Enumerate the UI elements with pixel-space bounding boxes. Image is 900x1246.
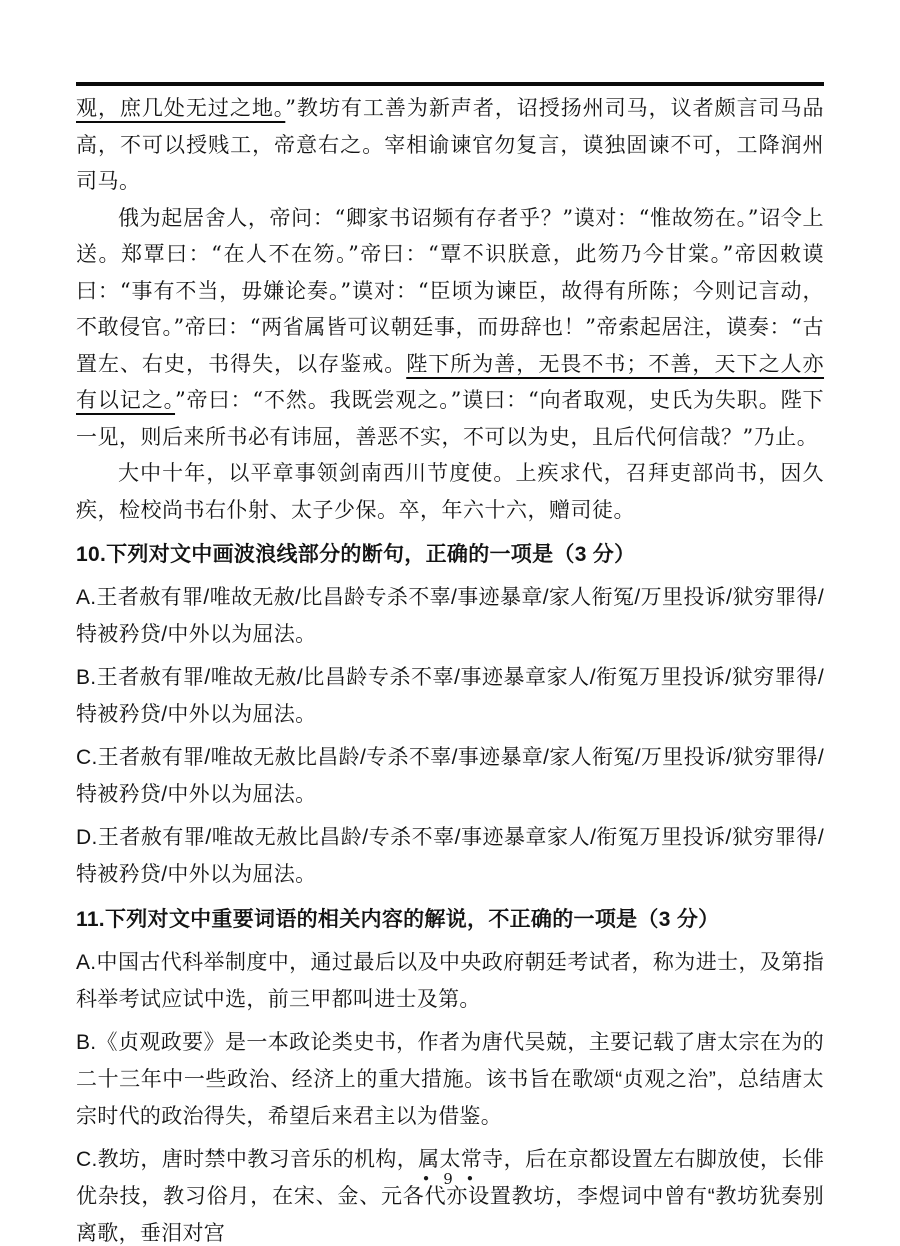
passage-text: ”教坊有工善为新声者，诏授扬州司马，议者颇言司马品高，不可以授贱工，帝意右之。宰相谕谏官勿复言，谟独固谏不可，工降润州司马。	[76, 96, 825, 193]
question-11-stem	[76, 901, 824, 938]
option-label-b: B.	[76, 666, 97, 689]
classical-passage	[76, 90, 824, 528]
option-label-d: D.	[76, 826, 98, 849]
option-label-a: A.	[76, 951, 97, 974]
option-label-c: C.	[76, 746, 98, 769]
page-top-rule	[76, 82, 824, 86]
question-10-option-a	[76, 579, 824, 653]
passage-text: 大中十年，以平章事领剑南西川节度使。上疾求代，召拜吏部尚书，因久疾，检校尚书右仆射、太子少保。卒，年六十六，赠司徒。	[76, 461, 824, 522]
option-label-a: A.	[76, 586, 97, 609]
question-11-stem-text: 下列对文中重要词语的相关内容的解说，不正确的一项是（3 分）	[104, 908, 720, 931]
question-10-option-b	[76, 659, 824, 733]
question-10-stem	[76, 536, 824, 573]
passage-paragraph-1	[76, 90, 824, 200]
passage-paragraph-2	[76, 200, 824, 456]
question-10-number: 10.	[76, 543, 107, 566]
option-text-d: 王者赦有罪/唯故无赦比昌龄/专杀不辜/事迹暴章家人/衔冤万里投诉/狱穷罪得/特被矜贷/中外以为屈法。	[76, 826, 824, 886]
option-text-a: 王者赦有罪/唯故无赦/比昌龄专杀不辜/事迹暴章/家人衔冤/万里投诉/狱穷罪得/特被矜贷/中外以为屈法。	[76, 586, 824, 646]
passage-text: ”帝曰：“不然。我既尝观之。”谟曰：“向者取观，史氏为失职。陛下一见，则后来所书必有讳屈，善恶不实，不可以为史，且后代何信哉？”乃止。	[76, 388, 824, 449]
option-text-a: 中国古代科举制度中，通过最后以及中央政府朝廷考试者，称为进士，及第指科举考试应试中选，前三甲都叫进士及第。	[76, 951, 824, 1011]
underlined-passage-text: 观，庶几处无过之地。	[76, 96, 286, 120]
question-11-option-a	[76, 944, 824, 1018]
option-text-b: 王者赦有罪/唯故无赦/比昌龄专杀不辜/事迹暴章家人/衔冤万里投诉/狱穷罪得/特被矜贷/中外以为屈法。	[76, 666, 824, 726]
question-11-option-c	[76, 1141, 824, 1246]
option-text-c: 王者赦有罪/唯故无赦比昌龄/专杀不辜/事迹暴章/家人衔冤/万里投诉/狱穷罪得/特被矜贷/中外以为屈法。	[76, 746, 824, 806]
option-label-b: B.	[76, 1031, 97, 1054]
passage-paragraph-3	[76, 455, 824, 528]
option-label-c: C.	[76, 1148, 98, 1171]
underlined-passage-text: 陛下所为善，无畏不书；不善，天下之人亦有以记之。	[76, 351, 825, 412]
questions-section	[76, 536, 824, 1246]
option-text-c: 教坊，唐时禁中教习音乐的机构，属太常寺，后在京都设置左右脚放使，长俳优杂技，教习俗月，在宋、金、元各代亦设置教坊，李煜词中曾有“教坊犹奏别离歌，垂泪对宫	[76, 1148, 824, 1245]
question-10-stem-text: 下列对文中画波浪线部分的断句，正确的一项是（3 分）	[106, 543, 636, 566]
question-11-number: 11.	[76, 908, 105, 931]
option-text-b: 《贞观政要》是一本政论类史书，作者为唐代吴兢，主要记载了唐太宗在为的二十三年中一些政治、经济上的重大措施。该书旨在歌颂“贞观之治”，总结唐太宗时代的政治得失，希望后来君主以为借鉴。	[76, 1031, 824, 1128]
question-10-option-d	[76, 819, 824, 893]
page-number: • 9 •	[421, 1170, 479, 1188]
passage-text: 俄为起居舍人，帝问：“卿家书诏频有存者乎？”谟对：“惟故笏在。”诏令上送。郑覃曰：“在人不在笏。”帝曰：“覃不识朕意，此笏乃今甘棠。”帝因敕谟曰：“事有不当，毋嫌论奏。”谟对：“臣顷为谏臣，故得有所陈；今则记言动，不敢侵官。”帝曰：“两省属皆可议朝廷事，而毋辞也！”帝索起居注，谟奏：“古置左、右史，书得失，以存鉴戒。	[76, 205, 824, 376]
question-10-option-c	[76, 739, 824, 813]
question-11-option-b	[76, 1024, 824, 1135]
